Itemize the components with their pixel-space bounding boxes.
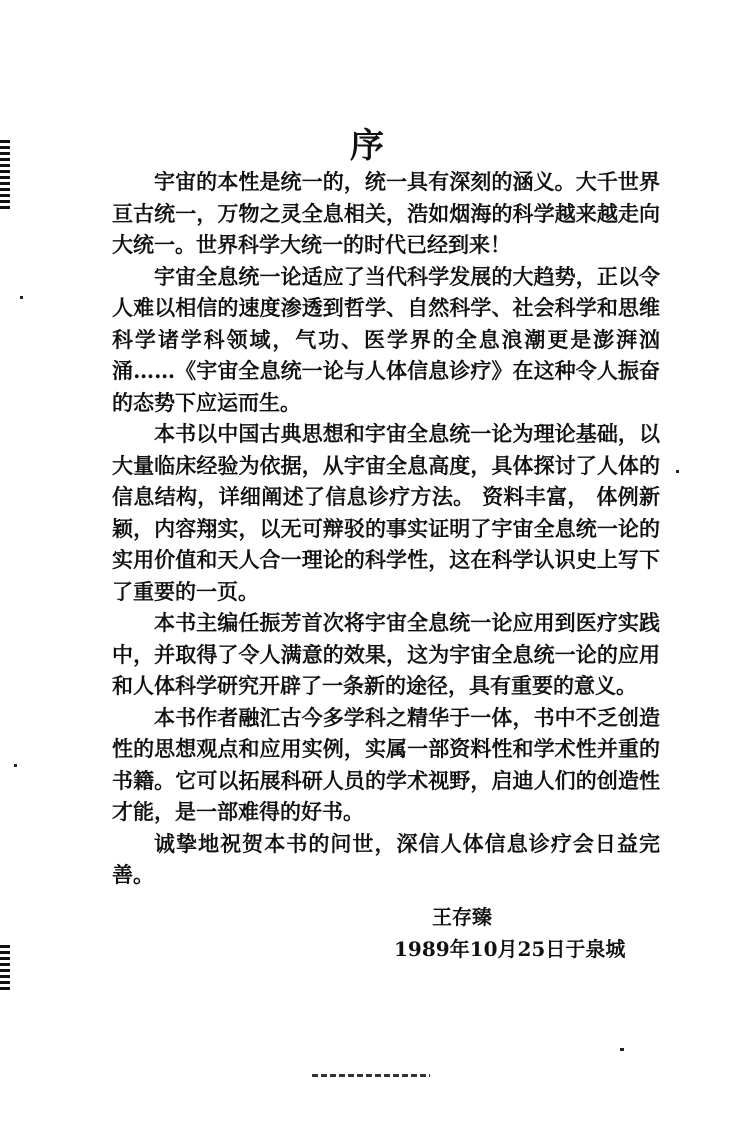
scan-dot [676, 470, 679, 473]
scan-edge-mark-bottom [0, 945, 10, 990]
signature-date: 1989年10月25日于泉城 [394, 937, 626, 961]
preface-title: 序 [350, 126, 386, 166]
scan-dot [620, 1048, 624, 1051]
paragraph-4: 本书主编任振芳首次将宇宙全息统一论应用到医疗实践中，并取得了令人满意的效果，这为宇宙全息统一论的应用和人体科学研究开辟了一条新的途径，具有重要的意义。 [112, 610, 660, 698]
scan-footer-mark [312, 1074, 430, 1077]
paragraph-6: 诚挚地祝贺本书的问世，深信人体信息诊疗会日益完善。 [112, 830, 660, 887]
author-signature: 王存臻 [432, 905, 492, 929]
paragraph-5: 本书作者融汇古今多学科之精华于一体，书中不乏创造性的思想观点和应用实例，实属一部资料性和学术性并重的书籍。它可以拓展科研人员的学术视野，启迪人们的创造性才能，是一部难得的好书。 [112, 704, 660, 824]
paragraph-2: 宇宙全息统一论适应了当代科学发展的大趋势，正以令人难以相信的速度渗透到哲学、自然科学、社会科学和思维科学诸学科领域，气功、医学界的全息浪潮更是澎湃汹涌……《宇宙全息统一论与人体信息诊疗》在这种令人振奋的态势下应运而生。 [112, 263, 660, 415]
scan-dot [20, 296, 23, 299]
paragraph-3: 本书以中国古典思想和宇宙全息统一论为理论基础，以大量临床经验为依据，从宇宙全息高度，具体探讨了人体的信息结构，详细阐述了信息诊疗方法。 资料丰富， 体例新颖，内容翔实，以无可辩驳的事实证明了宇宙全息统一论的实用价值和天人合一理论的科学性，这在科学认识史上写下了重要的一页。 [112, 421, 660, 604]
paragraph-1: 宇宙的本性是统一的，统一具有深刻的涵义。大千世界亘古统一，万物之灵全息相关，浩如烟海的科学越来越走向大统一。世界科学大统一的时代已经到来！ [112, 169, 660, 257]
preface-body [112, 166, 660, 891]
scan-dot [14, 764, 17, 767]
